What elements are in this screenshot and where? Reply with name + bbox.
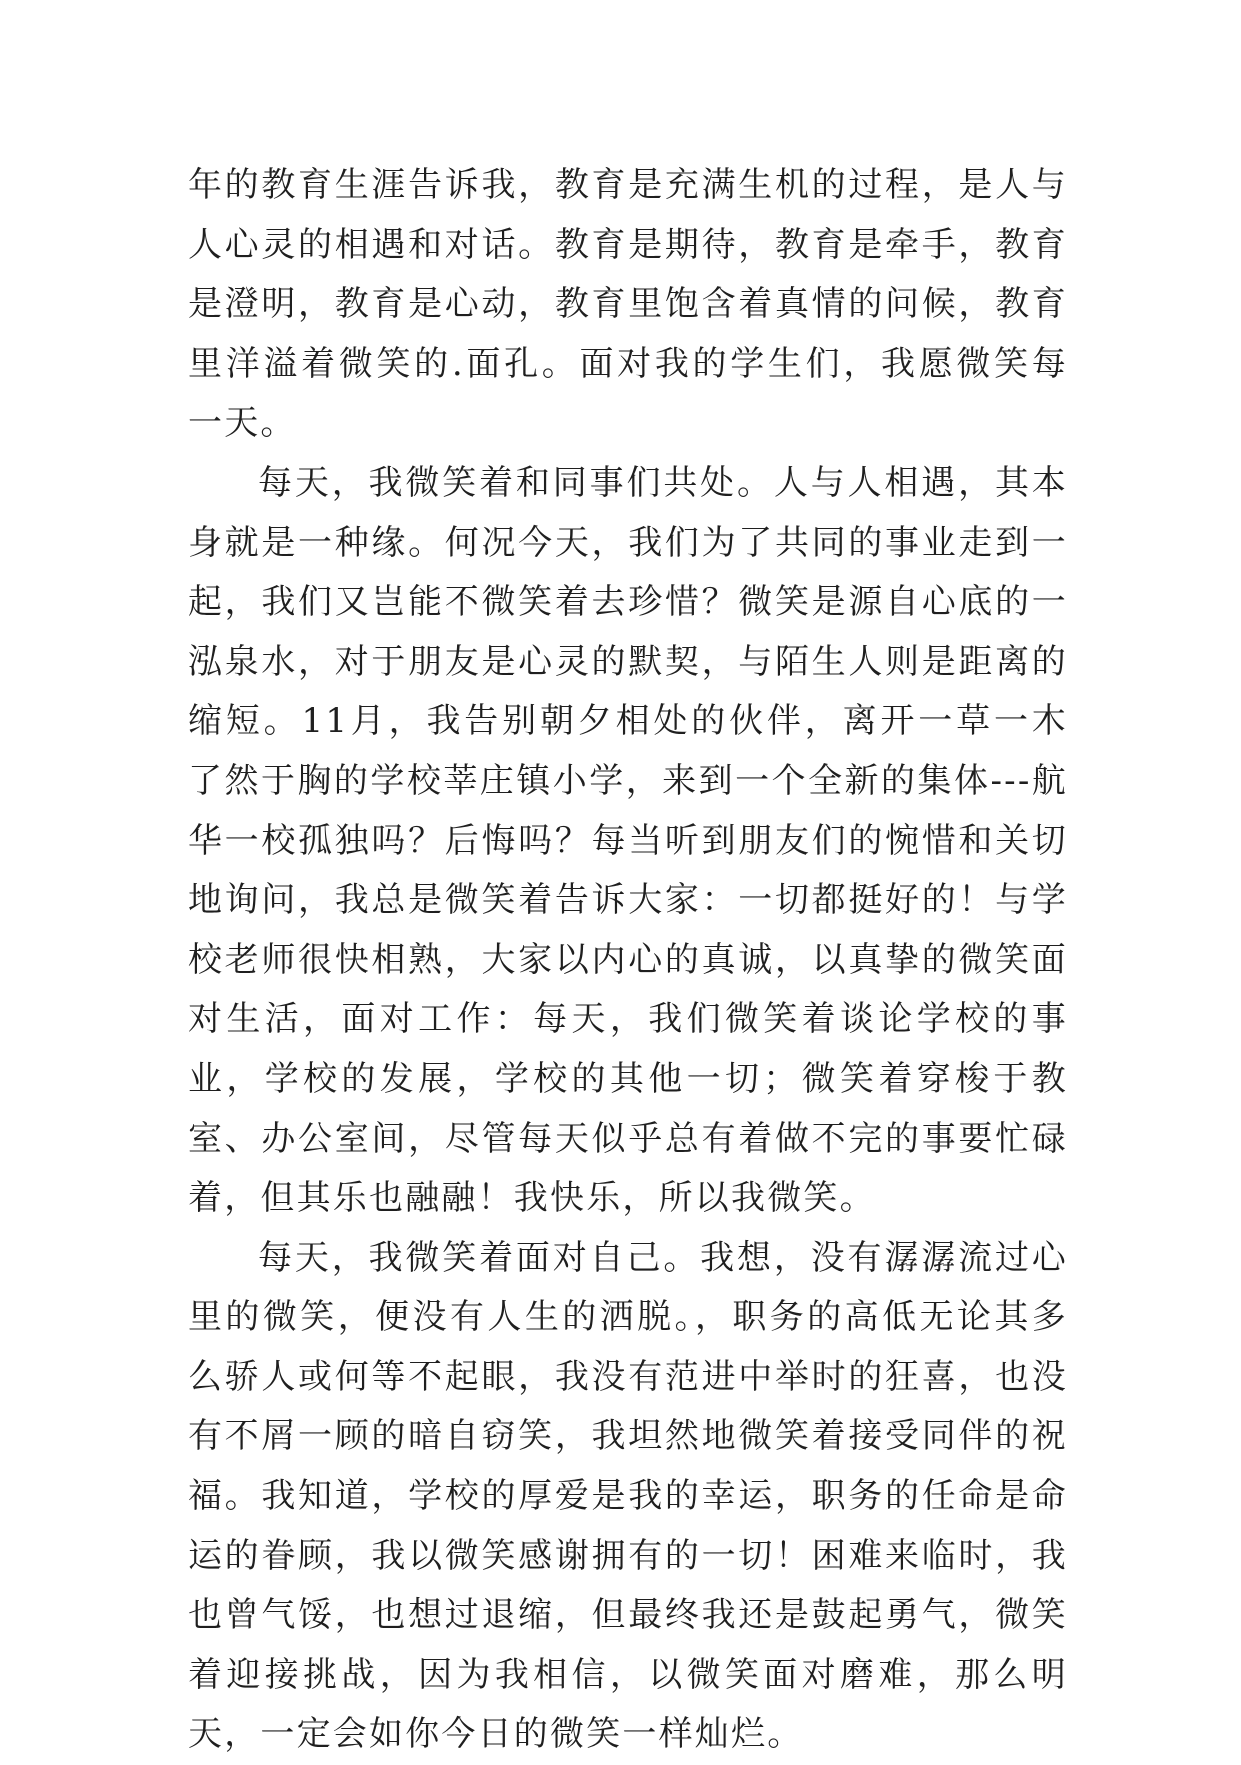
paragraph-2: 每天，我微笑着和同事们共处。人与人相遇，其本身就是一种缘。何况今天，我们为了共同的事业走到一起，我们又岂能不微笑着去珍惜？微笑是源自心底的一泓泉水，对于朋友是心灵的默契，与陌生人则是距离的缩短。11月，我告别朝夕相处的伙伴，离开一草一木了然于胸的学校莘庄镇小学，来到一个全新的集体---航华一校孤独吗？后悔吗？每当听到朋友们的惋惜和关切地询问，我总是微笑着告诉大家：一切都挺好的！与学校老师很快相熟，大家以内心的真诚，以真挚的微笑面对生活，面对工作：每天，我们微笑着谈论学校的事业，学校的发展，学校的其他一切；微笑着穿梭于教室、办公室间，尽管每天似乎总有着做不完的事要忙碌着，但其乐也融融！我快乐，所以我微笑。 [188, 462, 1068, 1219]
paragraph-1: 年的教育生涯告诉我，教育是充满生机的过程，是人与人心灵的相遇和对话。教育是期待，教育是牵手，教育是澄明，教育是心动，教育里饱含着真情的问候，教育里洋溢着微笑的.面孔。面对我的学生们，我愿微笑每一天。 [188, 165, 1068, 444]
paragraph-3: 每天，我微笑着面对自己。我想，没有潺潺流过心里的微笑，便没有人生的洒脱。，职务的高低无论其多么骄人或何等不起眼，我没有范进中举时的狂喜，也没有不屑一顾的暗自窃笑，我坦然地微笑着接受同伴的祝福。我知道，学校的厚爱是我的幸运，职务的任命是命运的眷顾，我以微笑感谢拥有的一切！困难来临时，我也曾气馁，也想过退缩，但最终我还是鼓起勇气，微笑着迎接挑战，因为我相信，以微笑面对磨难，那么明天，一定会如你今日的微笑一样灿烂。 [188, 1237, 1068, 1755]
body-text [188, 156, 1068, 1765]
